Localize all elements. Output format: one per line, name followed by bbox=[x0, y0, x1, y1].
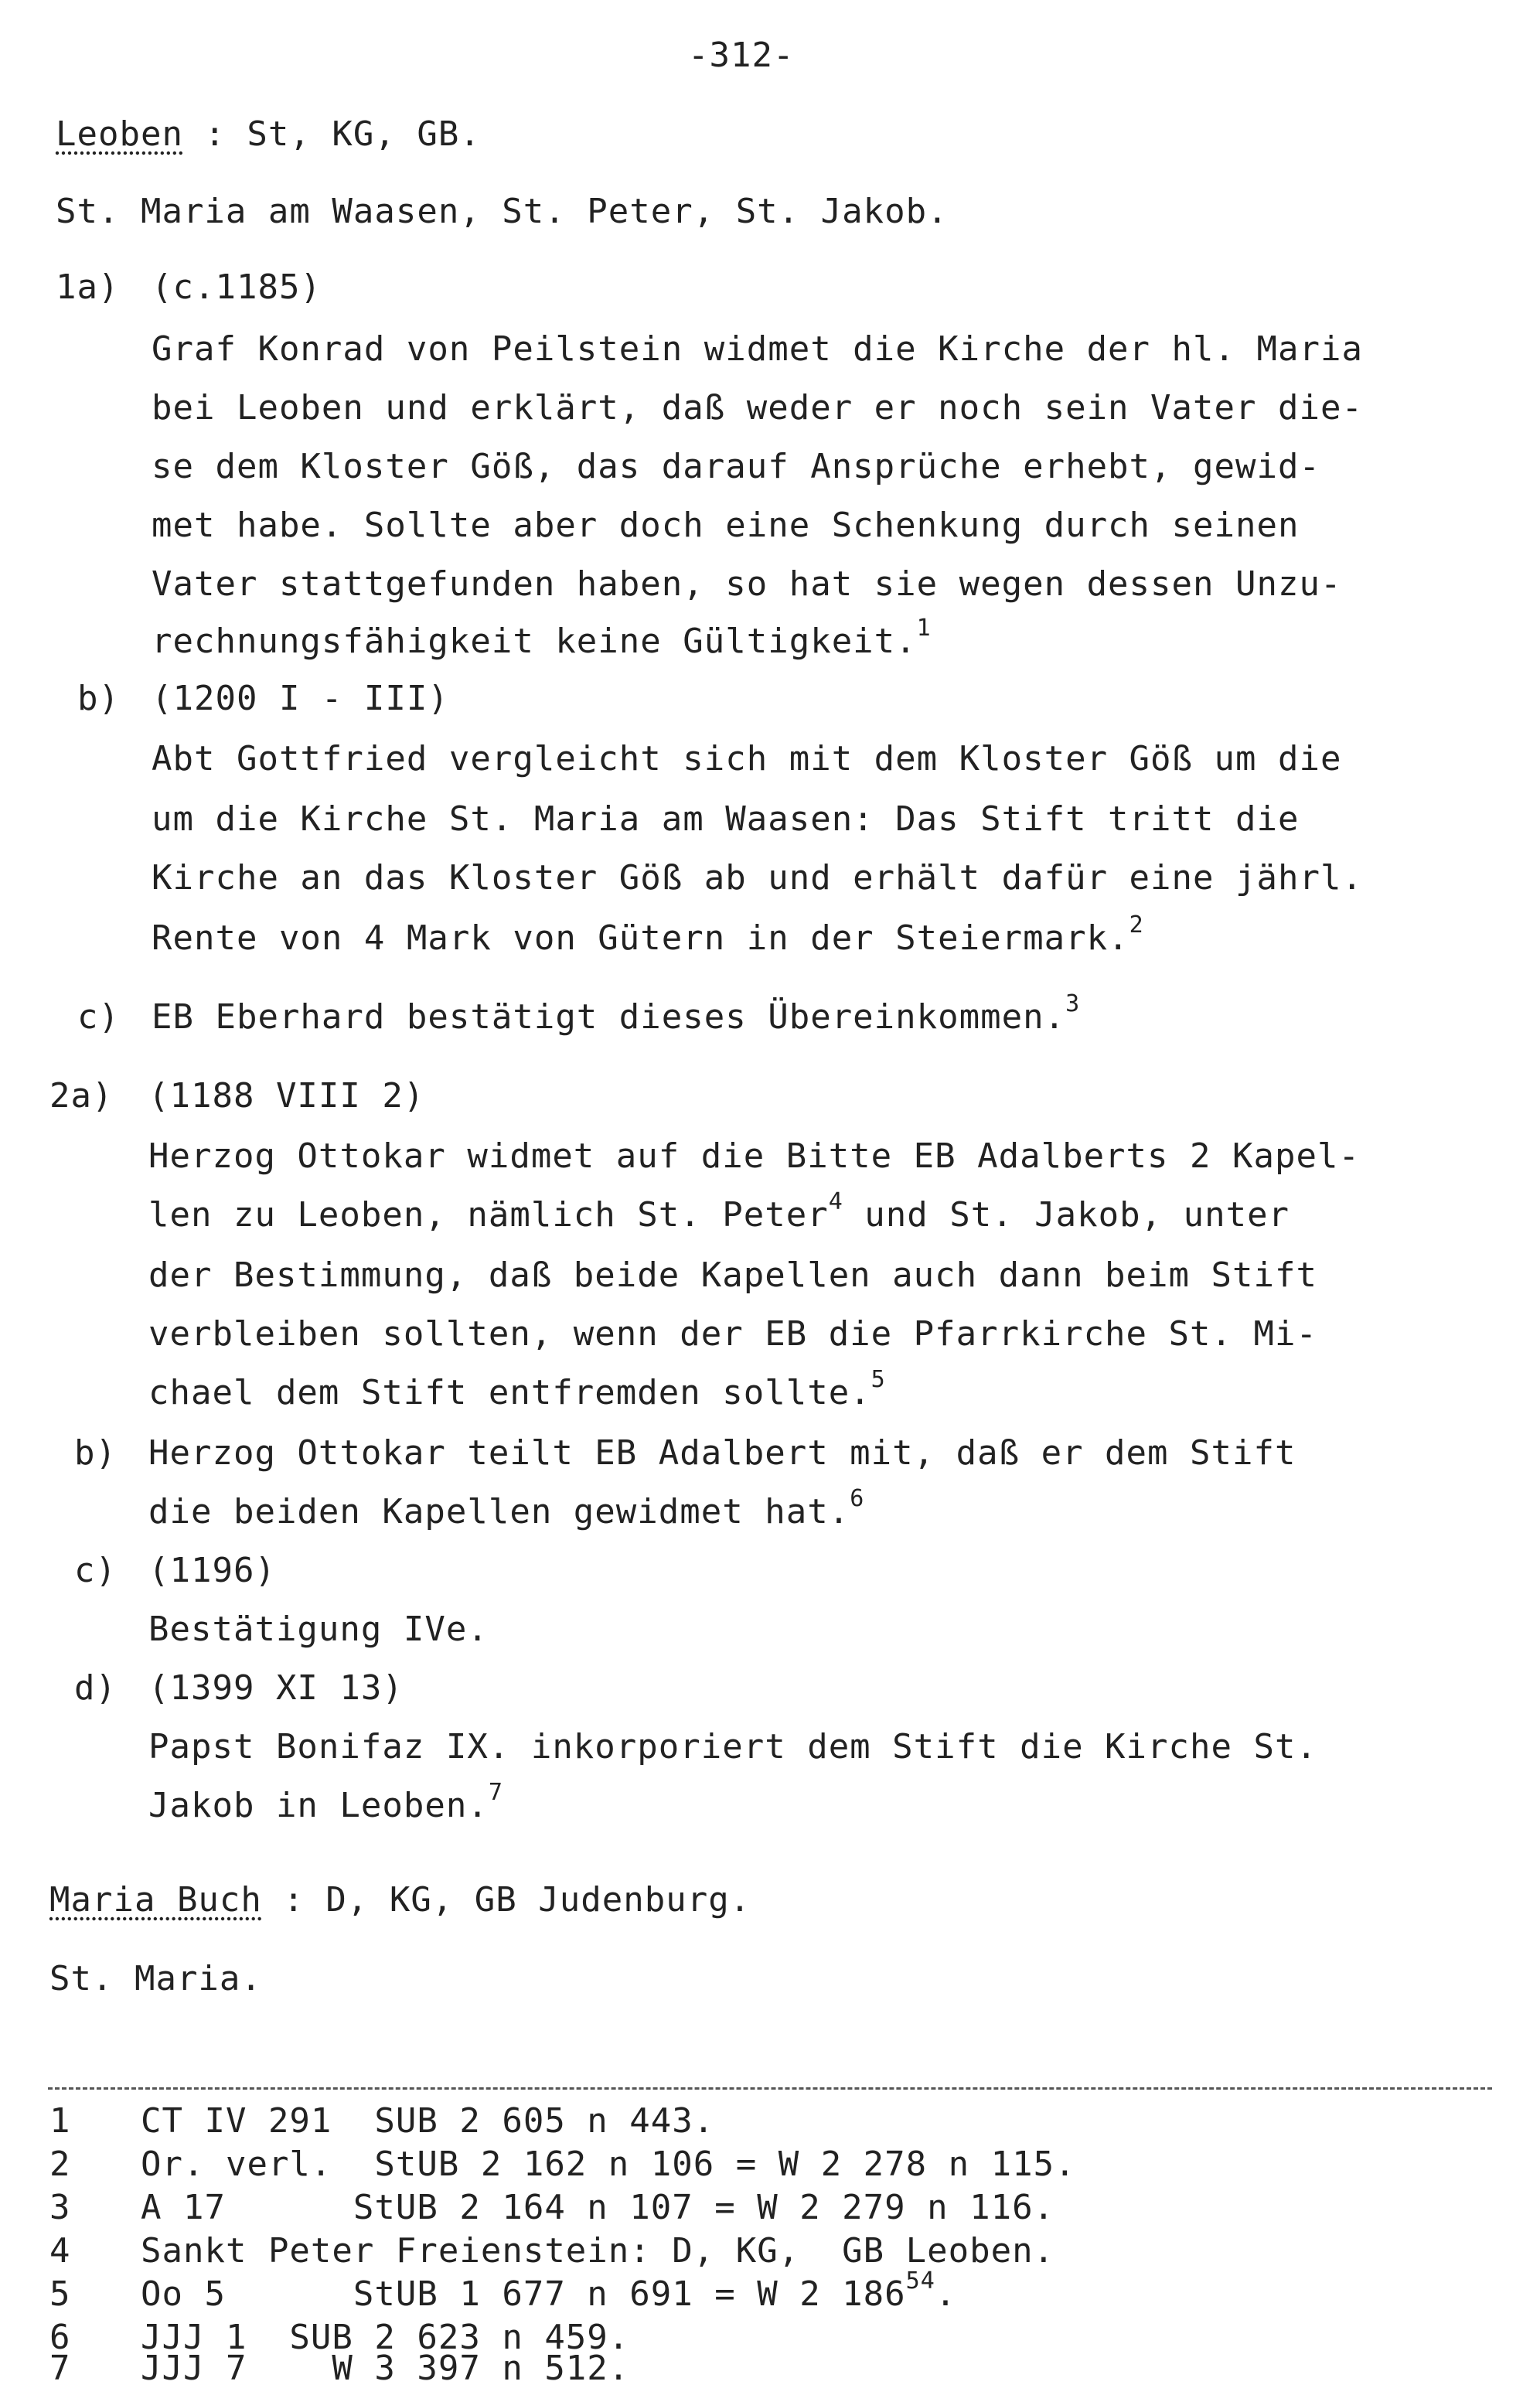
footnote-number: 6 bbox=[49, 2318, 71, 2357]
entry-line: len zu Leoben, nämlich St. Peter$^4$ und St. Jakob, unter bbox=[148, 1188, 1290, 1235]
place-name: Maria Buch bbox=[49, 1880, 262, 1920]
entry-line: verbleiben sollten, wenn der EB die Pfarrkirche St. Mi- bbox=[148, 1314, 1317, 1354]
footnote-text: Or. verl. StUB 2 162 n 106 = W 2 278 n 115. bbox=[141, 2145, 1076, 2184]
entry-line: met habe. Sollte aber doch eine Schenkung durch seinen bbox=[152, 506, 1300, 545]
entry-line: bei Leoben und erklärt, daß weder er noch sein Vater die- bbox=[152, 388, 1363, 428]
footnote-separator bbox=[48, 2087, 1492, 2090]
footnote-number: 1 bbox=[49, 2101, 71, 2141]
place-heading-maria-buch bbox=[49, 1871, 751, 1930]
footnote-number: 5 bbox=[49, 2274, 71, 2314]
footnote-text: JJJ 7 W 3 397 n 512. bbox=[141, 2349, 630, 2388]
place-heading-leoben bbox=[56, 105, 481, 164]
entry-line: Vater stattgefunden haben, so hat sie wegen dessen Unzu- bbox=[152, 564, 1342, 604]
entry-line: der Bestimmung, daß beide Kapellen auch dann beim Stift bbox=[148, 1255, 1317, 1295]
entry-label: b) bbox=[77, 679, 120, 718]
church-line: St. Maria. bbox=[49, 1959, 262, 1998]
entry-label: 2a) bbox=[49, 1076, 114, 1116]
place-name: Leoben bbox=[56, 114, 183, 154]
entry-label: d) bbox=[74, 1668, 117, 1708]
footnote-ref: 4 bbox=[828, 1188, 843, 1216]
footnote-ref: 5 bbox=[871, 1366, 886, 1394]
footnote-ref: 1 bbox=[916, 615, 932, 642]
entry-line: Papst Bonifaz IX. inkorporiert dem Stift die Kirche St. bbox=[148, 1727, 1317, 1766]
footnote-number: 2 bbox=[49, 2145, 71, 2184]
entry-line: se dem Kloster Göß, das darauf Ansprüche erhebt, gewid- bbox=[152, 447, 1320, 486]
place-info: : St, KG, GB. bbox=[182, 114, 481, 154]
entry-date: (1188 VIII 2) bbox=[148, 1076, 425, 1116]
entry-label: b) bbox=[74, 1433, 117, 1473]
entry-line: chael dem Stift entfremden sollte.$^5$ bbox=[148, 1366, 886, 1412]
entry-line: Graf Konrad von Peilstein widmet die Kirche der hl. Maria bbox=[152, 329, 1363, 369]
footnote-sup: 54 bbox=[905, 2267, 935, 2295]
entry-label: c) bbox=[74, 1551, 117, 1590]
entry-line: Herzog Ottokar widmet auf die Bitte EB Adalberts 2 Kapel- bbox=[148, 1136, 1360, 1176]
footnote-text: Oo 5 StUB 1 677 n 691 = W 2 $186^{54}$. bbox=[141, 2267, 957, 2314]
footnote-ref: 6 bbox=[850, 1485, 865, 1513]
entry-label: c) bbox=[77, 997, 120, 1037]
entry-line: Rente von 4 Mark von Gütern in der Steiermark.$^2$ bbox=[152, 911, 1144, 958]
entry-date: (1196) bbox=[148, 1551, 276, 1590]
footnote-text: Sankt Peter Freienstein: D, KG, GB Leoben. bbox=[141, 2231, 1055, 2271]
entry-date: (1200 I - III) bbox=[152, 679, 449, 718]
footnote-number: 4 bbox=[49, 2231, 71, 2271]
footnote-text: CT IV 291 SUB 2 605 n 443. bbox=[141, 2101, 715, 2141]
footnote-number: 3 bbox=[49, 2188, 71, 2227]
footnote-number: 7 bbox=[49, 2349, 71, 2388]
entry-line: Abt Gottfried vergleicht sich mit dem Kloster Göß um die bbox=[152, 739, 1342, 778]
entry-line: die beiden Kapellen gewidmet hat.$^6$ bbox=[148, 1485, 865, 1531]
entry-line: EB Eberhard bestätigt dieses Übereinkommen.$^3$ bbox=[152, 990, 1081, 1037]
entry-date: (1399 XI 13) bbox=[148, 1668, 404, 1708]
footnote-ref: 2 bbox=[1129, 911, 1144, 939]
entry-line: Bestätigung IVe. bbox=[148, 1610, 489, 1649]
footnote-text: A 17 StUB 2 164 n 107 = W 2 279 n 116. bbox=[141, 2188, 1055, 2227]
footnote-ref: 3 bbox=[1065, 990, 1081, 1018]
entry-line: rechnungsfähigkeit keine Gültigkeit.$^1$ bbox=[152, 615, 932, 661]
entry-date: (c.1185) bbox=[152, 267, 322, 307]
entry-line: Herzog Ottokar teilt EB Adalbert mit, daß er dem Stift bbox=[148, 1433, 1296, 1473]
footnote-text: JJJ 1 SUB 2 623 n 459. bbox=[141, 2318, 630, 2357]
entry-line: Kirche an das Kloster Göß ab und erhält dafür eine jährl. bbox=[152, 858, 1363, 898]
entry-line: um die Kirche St. Maria am Waasen: Das Stift tritt die bbox=[152, 799, 1300, 839]
entry-label: 1a) bbox=[56, 267, 120, 307]
entry-line: Jakob in Leoben.$^7$ bbox=[148, 1779, 503, 1825]
footnote-ref: 7 bbox=[488, 1779, 503, 1807]
page-number: -312- bbox=[688, 36, 795, 75]
place-info: : D, KG, GB Judenburg. bbox=[261, 1880, 751, 1920]
church-line: St. Maria am Waasen, St. Peter, St. Jakob. bbox=[56, 192, 949, 231]
